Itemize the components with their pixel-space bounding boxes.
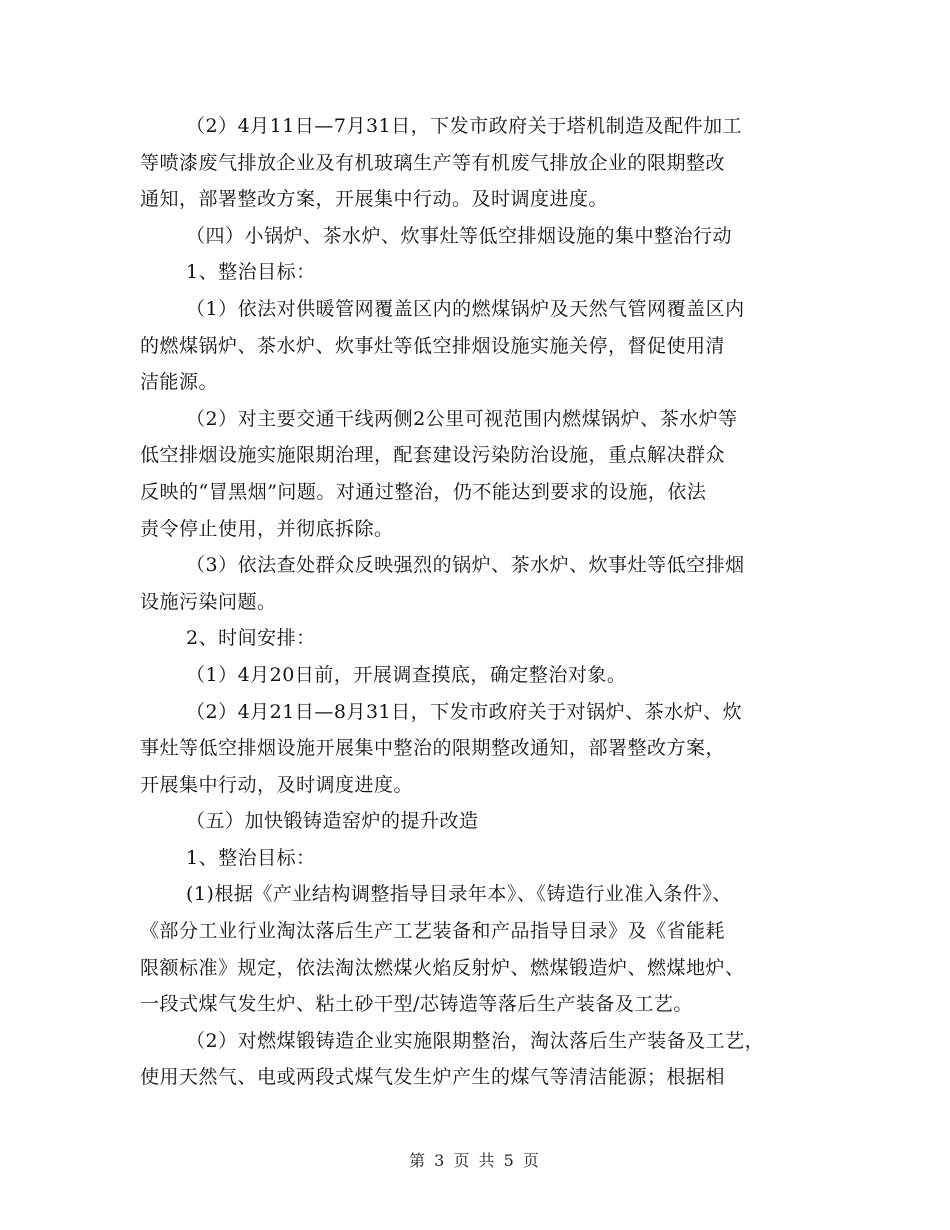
- paragraph-line: 低空排烟设施实施限期治理，配套建设污染防治设施，重点解决群众: [140, 444, 726, 467]
- paragraph-line: （2）对燃煤锻铸造企业实施限期整治，淘汰落后生产装备及工艺，: [186, 1029, 765, 1052]
- page-footer: 第 3 页 共 5 页: [409, 1151, 541, 1170]
- paragraph-line: （1）依法对供暖管网覆盖区内的燃煤锅炉及天然气管网覆盖区内: [186, 297, 745, 320]
- paragraph-line: （2）4月21日—8月31日，下发市政府关于对锅炉、茶水炉、炊: [186, 700, 743, 723]
- paragraph-line: 的燃煤锅炉、茶水炉、炊事灶等低空排烟设施实施关停，督促使用清: [140, 334, 726, 357]
- paragraph-line: 反映的“冒黑烟”问题。对通过整治，仍不能达到要求的设施，依法: [140, 480, 707, 503]
- paragraph-line: 限额标准》规定，依法淘汰燃煤火焰反射炉、燃煤锻造炉、燃煤地炉、: [140, 956, 745, 979]
- paragraph-line: （2）对主要交通干线两侧2公里可视范围内燃煤锅炉、茶水炉等: [186, 407, 738, 430]
- paragraph-line: (1)根据《产业结构调整指导目录年本》、《铸造行业准入条件》、: [186, 883, 732, 906]
- body-text: [140, 108, 820, 1096]
- paragraph-line: 洁能源。: [140, 371, 219, 394]
- paragraph-line: （2）4月11日—7月31日，下发市政府关于塔机制造及配件加工: [186, 115, 743, 137]
- paragraph-line: 《部分工业行业淘汰落后生产工艺装备和产品指导目录》及《省能耗: [140, 920, 726, 943]
- section-heading: （四）小锅炉、茶水炉、炊事灶等低空排烟设施的集中整治行动: [186, 224, 733, 247]
- subheading: 1、整治目标：: [186, 261, 316, 284]
- paragraph-line: 设施污染问题。: [140, 590, 277, 613]
- paragraph-line: 事灶等低空排烟设施开展集中整治的限期整改通知，部署整改方案，: [140, 737, 726, 760]
- paragraph-line: 等喷漆废气排放企业及有机玻璃生产等有机废气排放企业的限期整改: [140, 151, 726, 174]
- paragraph-line: 一段式煤气发生炉、粘土砂干型/芯铸造等落后生产装备及工艺。: [140, 993, 693, 1016]
- subheading: 2、时间安排：: [186, 627, 316, 650]
- section-heading: （五）加快锻铸造窑炉的提升改造: [186, 810, 479, 833]
- subheading: 1、整治目标：: [186, 846, 316, 869]
- paragraph-line: 通知，部署整改方案，开展集中行动。及时调度进度。: [140, 188, 609, 211]
- paragraph-line: 使用天然气、电或两段式煤气发生炉产生的煤气等清洁能源；根据相: [140, 1066, 726, 1089]
- paragraph-line: 责令停止使用，并彻底拆除。: [140, 517, 394, 540]
- paragraph-line: 开展集中行动，及时调度进度。: [140, 773, 414, 796]
- paragraph-line: （1）4月20日前，开展调查摸底，确定整治对象。: [186, 663, 627, 686]
- paragraph-line: （3）依法查处群众反映强烈的锅炉、茶水炉、炊事灶等低空排烟: [186, 554, 745, 577]
